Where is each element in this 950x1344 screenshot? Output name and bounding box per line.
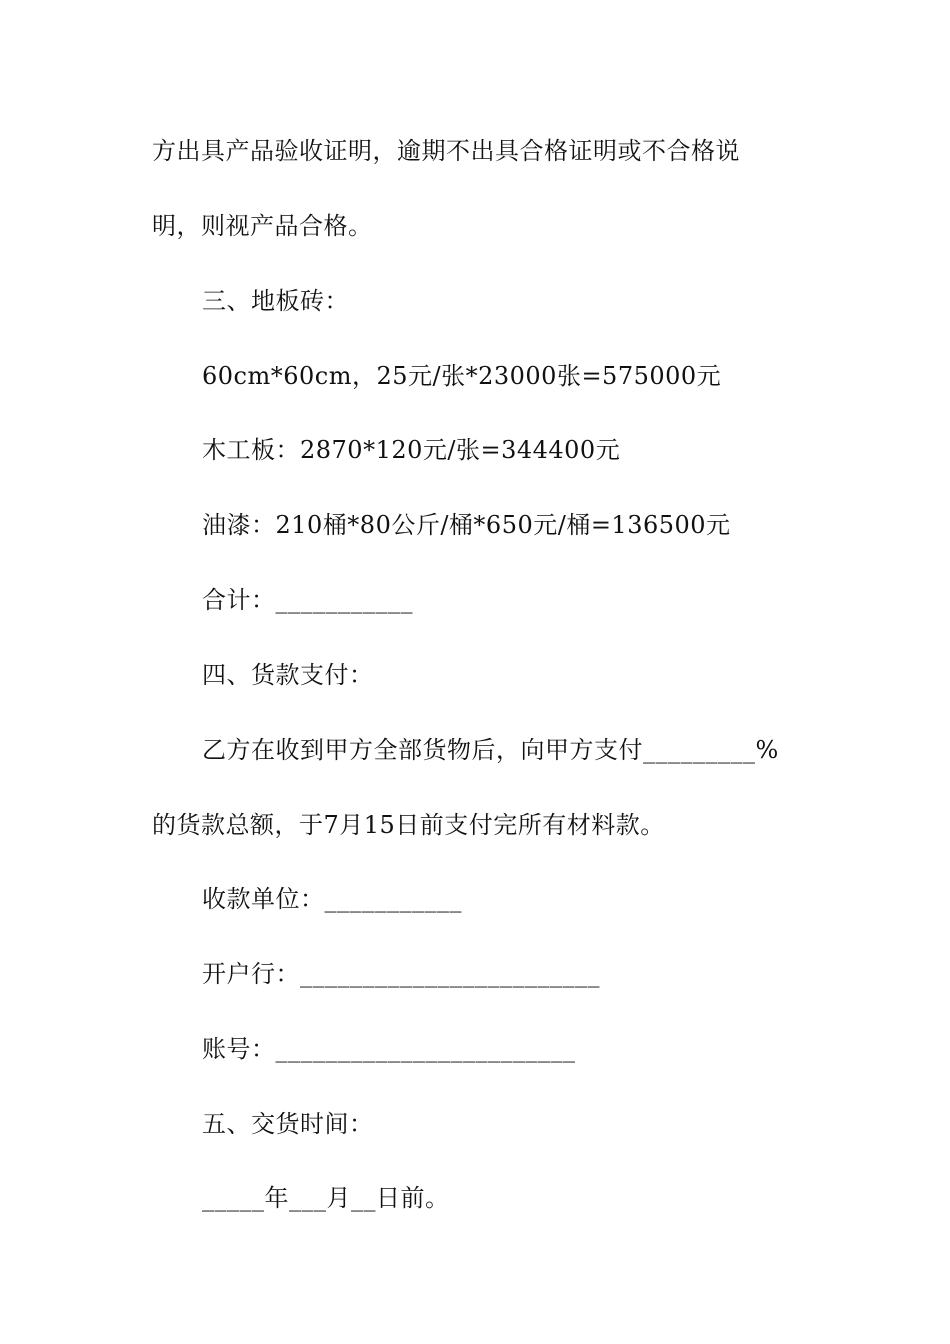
bank-line: 开户行：________________________ — [202, 960, 600, 988]
paint-price-line: 油漆：210桶*80公斤/桶*650元/桶=136500元 — [202, 511, 731, 539]
paragraph-line: 明，则视产品合格。 — [152, 212, 373, 240]
section-heading-floor-tiles: 三、地板砖： — [202, 287, 349, 315]
payee-line: 收款单位：___________ — [202, 885, 462, 913]
payment-terms-continued-line: 的货款总额，于7月15日前支付完所有材料款。 — [152, 811, 665, 839]
account-number-line: 账号：________________________ — [202, 1035, 576, 1063]
section-heading-delivery-time: 五、交货时间： — [202, 1110, 374, 1138]
wood-board-price-line: 木工板：2870*120元/张=344400元 — [202, 436, 621, 464]
section-heading-payment: 四、货款支付： — [202, 661, 374, 689]
payment-terms-line: 乙方在收到甲方全部货物后，向甲方支付_________% — [202, 736, 779, 764]
paragraph-line: 方出具产品验收证明，逾期不出具合格证明或不合格说 — [152, 137, 740, 165]
delivery-date-line: _____年___月__日前。 — [202, 1184, 450, 1212]
floor-tile-price-line: 60cm*60cm，25元/张*23000张=575000元 — [202, 362, 722, 390]
total-line: 合计：___________ — [202, 586, 413, 614]
